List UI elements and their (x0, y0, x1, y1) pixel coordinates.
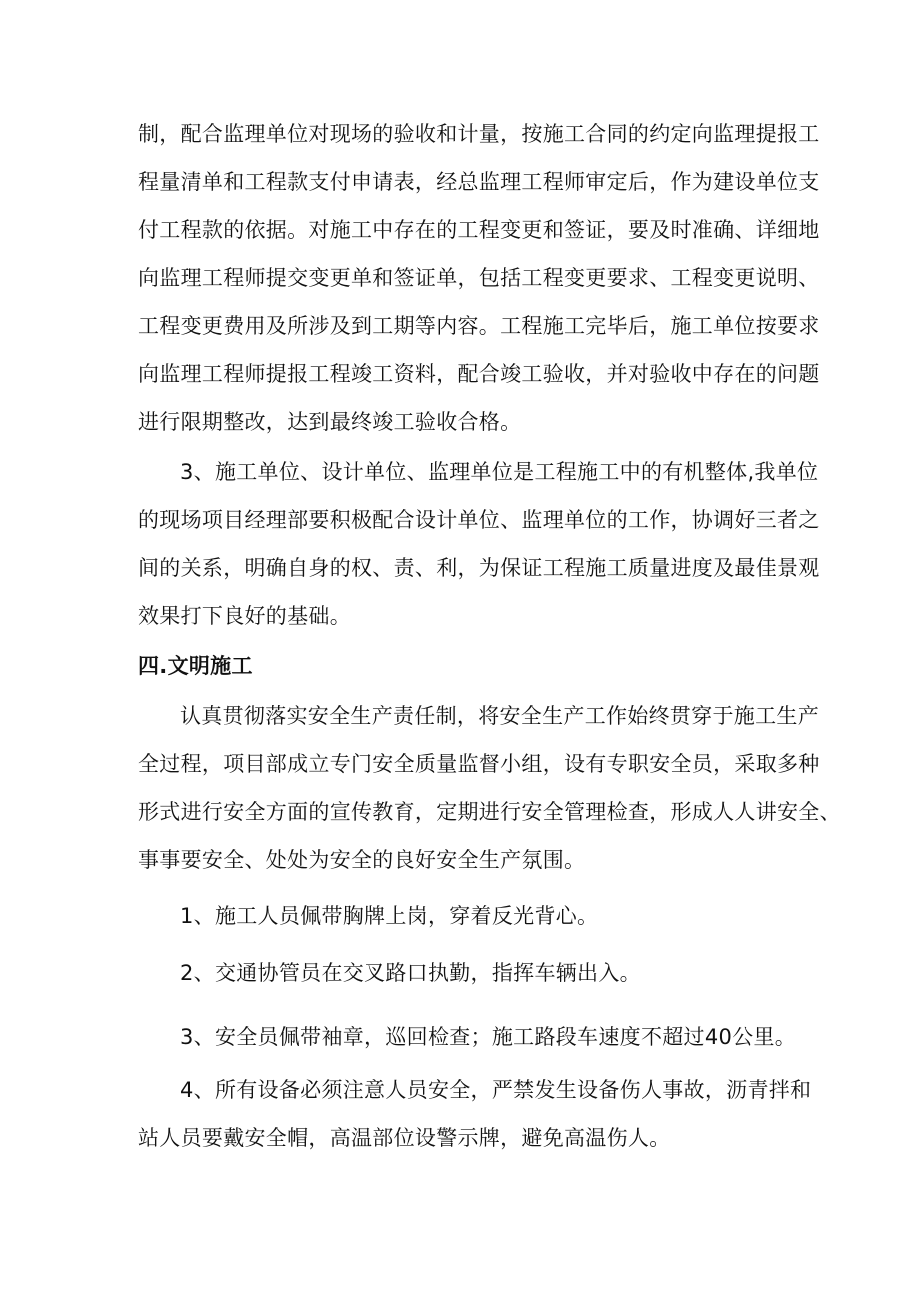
paragraph-line: 程量清单和工程款支付申请表，经总监理工程师审定后，作为建设单位支 (138, 170, 820, 194)
paragraph-line: 付工程款的依据。对施工中存在的工程变更和签证，要及时准确、详细地 (138, 218, 820, 242)
list-item: 1、施工人员佩带胸牌上岗，穿着反光背心。 (180, 904, 599, 928)
paragraph-line: 事事要安全、处处为安全的良好安全生产氛围。 (138, 848, 586, 872)
list-item: 站人员要戴安全帽，高温部位设警示牌，避免高温伤人。 (138, 1126, 671, 1150)
paragraph-line: 间的关系，明确自身的权、责、利，为保证工程施工质量进度及最佳景观 (138, 556, 820, 580)
list-item: 4、所有设备必须注意人员安全，严禁发生设备伤人事故，沥青拌和 (180, 1078, 812, 1102)
list-item: 3、安全员佩带袖章，巡回检查；施工路段车速度不超过40公里。 (180, 1025, 797, 1049)
section-heading: 四.文明施工 (138, 654, 253, 678)
paragraph-line: 进行限期整改，达到最终竣工验收合格。 (138, 410, 522, 434)
paragraph-line: 制，配合监理单位对现场的验收和计量，按施工合同的约定向监理提报工 (138, 122, 820, 146)
paragraph-line: 工程变更费用及所涉及到工期等内容。工程施工完毕后，施工单位按要求 (138, 314, 820, 338)
paragraph-line: 全过程，项目部成立专门安全质量监督小组，设有专职安全员，采取多种 (138, 752, 820, 776)
paragraph-line: 认真贯彻落实安全生产责任制，将安全生产工作始终贯穿于施工生产 (180, 704, 819, 728)
paragraph-line: 效果打下良好的基础。 (138, 604, 351, 628)
paragraph-line: 的现场项目经理部要积极配合设计单位、监理单位的工作，协调好三者之 (138, 508, 820, 532)
paragraph-line: 向监理工程师提报工程竣工资料，配合竣工验收，并对验收中存在的问题 (138, 362, 820, 386)
paragraph-line: 向监理工程师提交变更单和签证单，包括工程变更要求、工程变更说明、 (138, 266, 820, 290)
paragraph-line: 形式进行安全方面的宣传教育，定期进行安全管理检查，形成人人讲安全、 (138, 800, 841, 824)
list-item: 2、交通协管员在交叉路口执勤，指挥车辆出入。 (180, 961, 641, 985)
paragraph-line: 3、施工单位、设计单位、监理单位是工程施工中的有机整体,我单位 (180, 460, 819, 484)
